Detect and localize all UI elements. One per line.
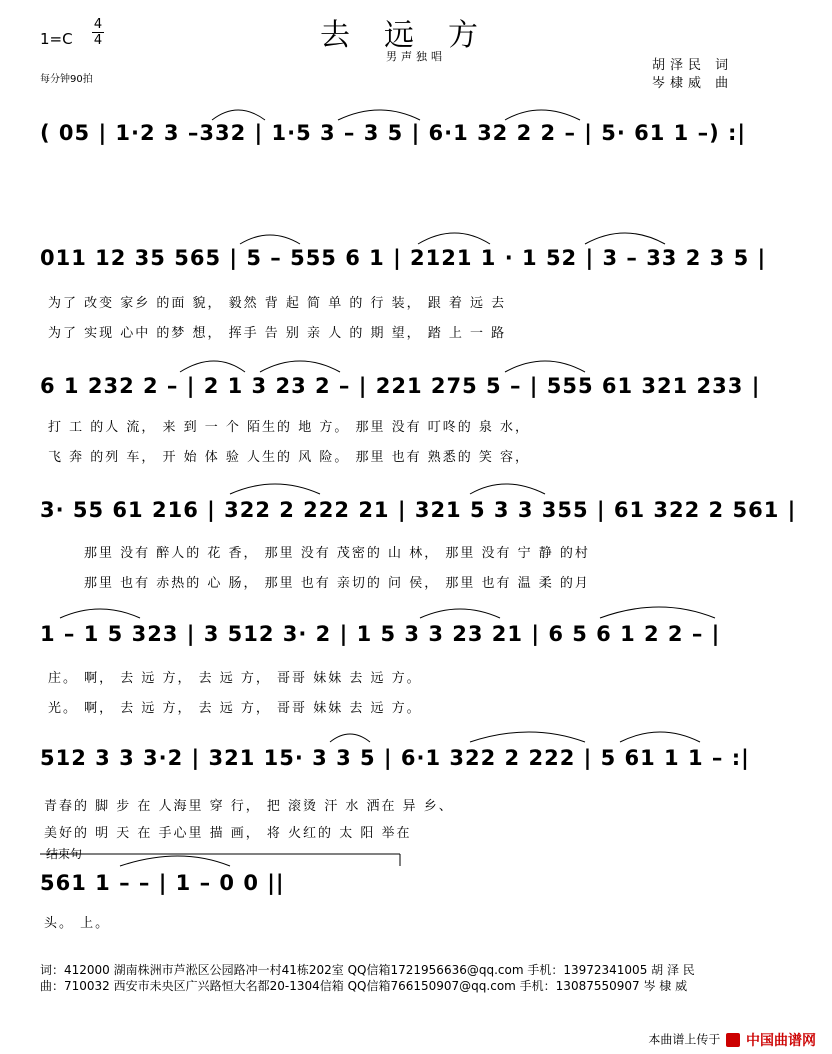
- page-title: 去远方: [320, 18, 512, 53]
- ending-mark: 结束句: [46, 847, 83, 861]
- lyric-line: 光。 啊， 去 远 方， 去 远 方， 哥哥 妹妹 去 远 方。: [48, 701, 422, 716]
- subtitle: 男声独唱: [386, 50, 446, 63]
- upload-credit: [648, 1030, 816, 1050]
- time-signature-bottom: 4: [93, 33, 103, 48]
- lyric-line: 为了 改变 家乡 的面 貌， 毅然 背 起 简 单 的 行 装， 跟 着 远 去: [48, 296, 507, 311]
- slur: [585, 233, 665, 244]
- slur: [338, 110, 420, 120]
- score-line-2: 011 12 35 565 | 5 – 555 6 1 | 2121 1 · 1 52 | 3 – 33 2 3 5 |: [40, 246, 767, 270]
- slur: [330, 734, 370, 742]
- lyric-line: 美好的 明 天 在 手心里 描 画， 将 火红的 太 阳 举在: [44, 826, 412, 841]
- slur: [420, 609, 500, 618]
- site-name: 中国曲谱网: [746, 1033, 816, 1049]
- slur: [470, 484, 545, 494]
- time-signature-top: 4: [93, 17, 103, 32]
- footer-lyricist-contact: 词：412000 湖南株洲市芦淞区公园路冲一村41栋202室 QQ信箱1721956636@qq.com 手机：13972341005 胡 泽 民: [40, 963, 695, 977]
- tempo: 每分钟90拍: [40, 74, 93, 85]
- slur: [212, 110, 265, 120]
- score-line-3: 6 1 232 2 – | 2 1 3 23 2 – | 221 275 5 – | 555 61 321 233 |: [40, 374, 761, 398]
- slur: [470, 732, 585, 742]
- footer-composer-contact: 曲：710032 西安市未央区广兴路恒大名都20-1304信箱 QQ信箱766150907@qq.com 手机：13087550907 岑 棣 威: [40, 979, 688, 993]
- lyric-line: 庄。 啊， 去 远 方， 去 远 方， 哥哥 妹妹 去 远 方。: [48, 671, 422, 686]
- slur: [260, 361, 340, 372]
- score-line-6: 512 3 3 3·2 | 321 15· 3 3 5 | 6·1 322 2 222 | 5 61 1 1 – :|: [40, 746, 750, 770]
- composer: 岑棣威 曲: [652, 76, 734, 91]
- key-signature: 1=C: [40, 30, 73, 48]
- score-line-4: 3· 55 61 216 | 322 2 222 21 | 321 5 3 3 355 | 61 322 2 561 |: [40, 498, 797, 522]
- slur: [620, 732, 700, 742]
- slur: [240, 235, 300, 244]
- score-line-7: 561 1 – – | 1 – 0 0 ||: [40, 871, 285, 895]
- slur: [418, 233, 490, 244]
- slur: [180, 361, 245, 372]
- slur: [120, 856, 230, 866]
- slur: [600, 607, 715, 618]
- lyric-line: 打 工 的人 流， 来 到 一 个 陌生的 地 方。 那里 没有 叮咚的 泉 水，: [48, 420, 530, 435]
- lyricist: 胡泽民 词: [652, 58, 734, 73]
- lyric-line: 那里 也有 赤热的 心 肠， 那里 也有 亲切的 问 侯， 那里 也有 温 柔 的月: [84, 576, 590, 591]
- slur: [230, 484, 320, 494]
- lyric-line: 为了 实现 心中 的梦 想， 挥手 告 别 亲 人 的 期 望， 踏 上 一 路: [48, 326, 507, 341]
- lyric-line: 青春的 脚 步 在 人海里 穿 行， 把 滚烫 汗 水 洒在 异 乡、: [44, 799, 454, 814]
- lyric-line: 那里 没有 醉人的 花 香， 那里 没有 茂密的 山 林， 那里 没有 宁 静 的村: [84, 546, 590, 561]
- upload-label: 本曲谱上传于: [648, 1032, 721, 1047]
- lyric-line: 头。 上。: [44, 916, 111, 931]
- score-line-5: 1 – 1 5 323 | 3 512 3· 2 | 1 5 3 3 23 21 | 6 5 6 1 2 2 – |: [40, 622, 721, 646]
- slur: [505, 361, 585, 372]
- score-line-1: ( 05 | 1·2 3 –332 | 1·5 3 – 3 5 | 6·1 32 2 2 – | 5· 61 1 –) :|: [40, 121, 747, 145]
- site-logo-icon: [726, 1033, 740, 1047]
- slur: [505, 110, 580, 120]
- slur: [60, 609, 140, 618]
- lyric-line: 飞 奔 的列 车， 开 始 体 验 人生的 风 险。 那里 也有 熟悉的 笑 容，: [48, 450, 530, 465]
